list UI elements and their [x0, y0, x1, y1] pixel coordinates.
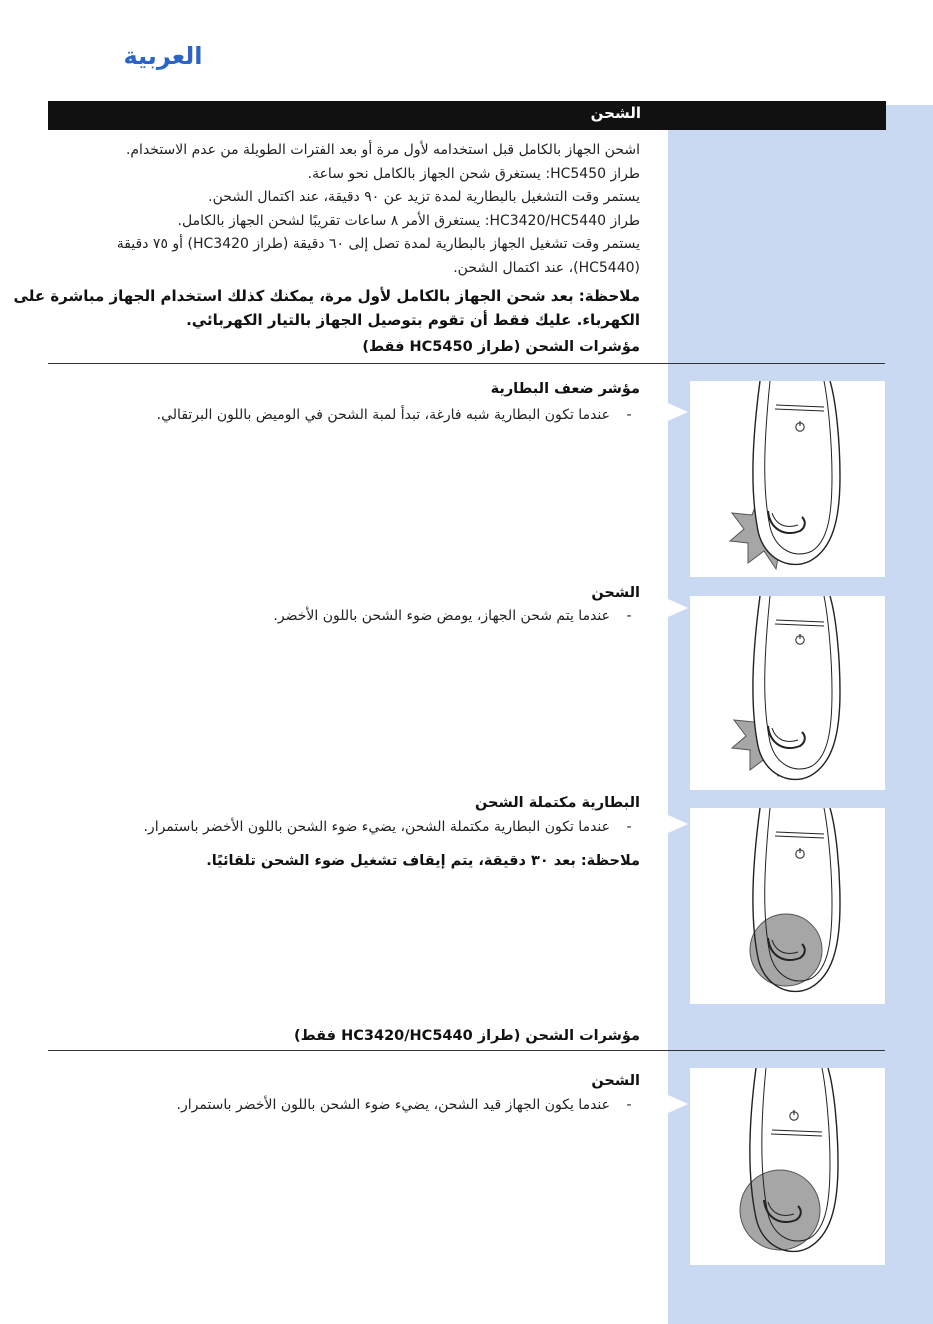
- glow-circle-icon: [740, 1170, 820, 1250]
- bullet-text: عندما تكون البطارية شبه فارغة، تبدأ لمبة الشحن في الوميض باللون البرتقالي.: [156, 407, 610, 423]
- language-title: العربية: [123, 42, 203, 70]
- low-battery-bullet: [80, 407, 640, 423]
- glow-circle-icon: [750, 914, 822, 986]
- intro-line: طراز HC3420/HC5440: يستغرق الأمر ٨ ساعات تقريبًا لشحن الجهاز بالكامل.: [177, 212, 640, 229]
- intro-line: طراز HC5450: يستغرق شحن الجهاز بالكامل نحو ساعة.: [307, 165, 640, 182]
- charging-bullet: [80, 608, 640, 624]
- bullet-dash: -: [626, 819, 632, 835]
- power-icon: [796, 848, 804, 858]
- panel-pointer: [668, 403, 688, 421]
- fully-charged-bullet: [80, 819, 640, 835]
- intro-line: (HC5440)، عند اكتمال الشحن.: [453, 259, 640, 276]
- bullet-dash: -: [626, 608, 632, 624]
- section-divider: [48, 363, 885, 364]
- bullet-dash: -: [626, 407, 632, 423]
- intro-paragraph: [117, 139, 640, 280]
- charging-illustration: [690, 596, 885, 790]
- note-line: الكهرباء. عليك فقط أن تقوم بتوصيل الجهاز بالتيار الكهربائي.: [186, 310, 640, 329]
- indicators-hc3420-heading: مؤشرات الشحن (طراز HC3420/HC5440 فقط): [293, 1028, 640, 1044]
- charging-hc3420-illustration: [690, 1068, 885, 1265]
- fully-charged-note: ملاحظة: بعد ٣٠ دقيقة، يتم إيقاف تشغيل ضوء الشحن تلقائيًا.: [206, 853, 640, 869]
- indicators-hc5450-heading: مؤشرات الشحن (طراز HC5450 فقط): [362, 339, 640, 355]
- section-title: الشحن: [590, 104, 641, 122]
- bullet-text: عندما تكون البطارية مكتملة الشحن، يضيء ضوء الشحن باللون الأخضر باستمرار.: [143, 819, 610, 835]
- intro-line: اشحن الجهاز بالكامل قبل استخدامه لأول مرة أو بعد الفترات الطويلة من عدم الاستخدام.: [125, 142, 640, 158]
- bullet-text: عندما يتم شحن الجهاز، يومض ضوء الشحن باللون الأخضر.: [273, 608, 610, 624]
- bullet-text: عندما يكون الجهاز قيد الشحن، يضيء ضوء الشحن باللون الأخضر باستمرار.: [176, 1097, 610, 1113]
- low-battery-illustration: [690, 381, 885, 577]
- charging-hc3420-bullet: [80, 1097, 640, 1113]
- fully-charged-illustration: [690, 808, 885, 1004]
- panel-pointer: [668, 599, 688, 617]
- intro-line: يستمر وقت تشغيل الجهاز بالبطارية لمدة تصل إلى ٦٠ دقيقة (طراز HC3420) أو ٧٥ دقيقة: [116, 236, 640, 252]
- panel-pointer: [668, 1095, 688, 1113]
- fully-charged-title: البطارية مكتملة الشحن: [474, 795, 640, 811]
- intro-line: يستمر وقت التشغيل بالبطارية لمدة تزيد عن ٩٠ دقيقة، عند اكتمال الشحن.: [208, 189, 640, 205]
- section-title-bar: [48, 101, 886, 130]
- power-icon: [790, 1110, 798, 1120]
- intro-note: [14, 285, 640, 332]
- note-line: ملاحظة: بعد شحن الجهاز بالكامل لأول مرة، يمكنك كذلك استخدام الجهاز مباشرة على: [13, 287, 640, 305]
- charging-title: الشحن: [591, 585, 640, 601]
- section-divider: [48, 1050, 885, 1051]
- panel-pointer: [668, 815, 688, 833]
- charging-hc3420-title: الشحن: [591, 1073, 640, 1089]
- bullet-dash: -: [626, 1097, 632, 1113]
- low-battery-title: مؤشر ضعف البطارية: [490, 381, 640, 397]
